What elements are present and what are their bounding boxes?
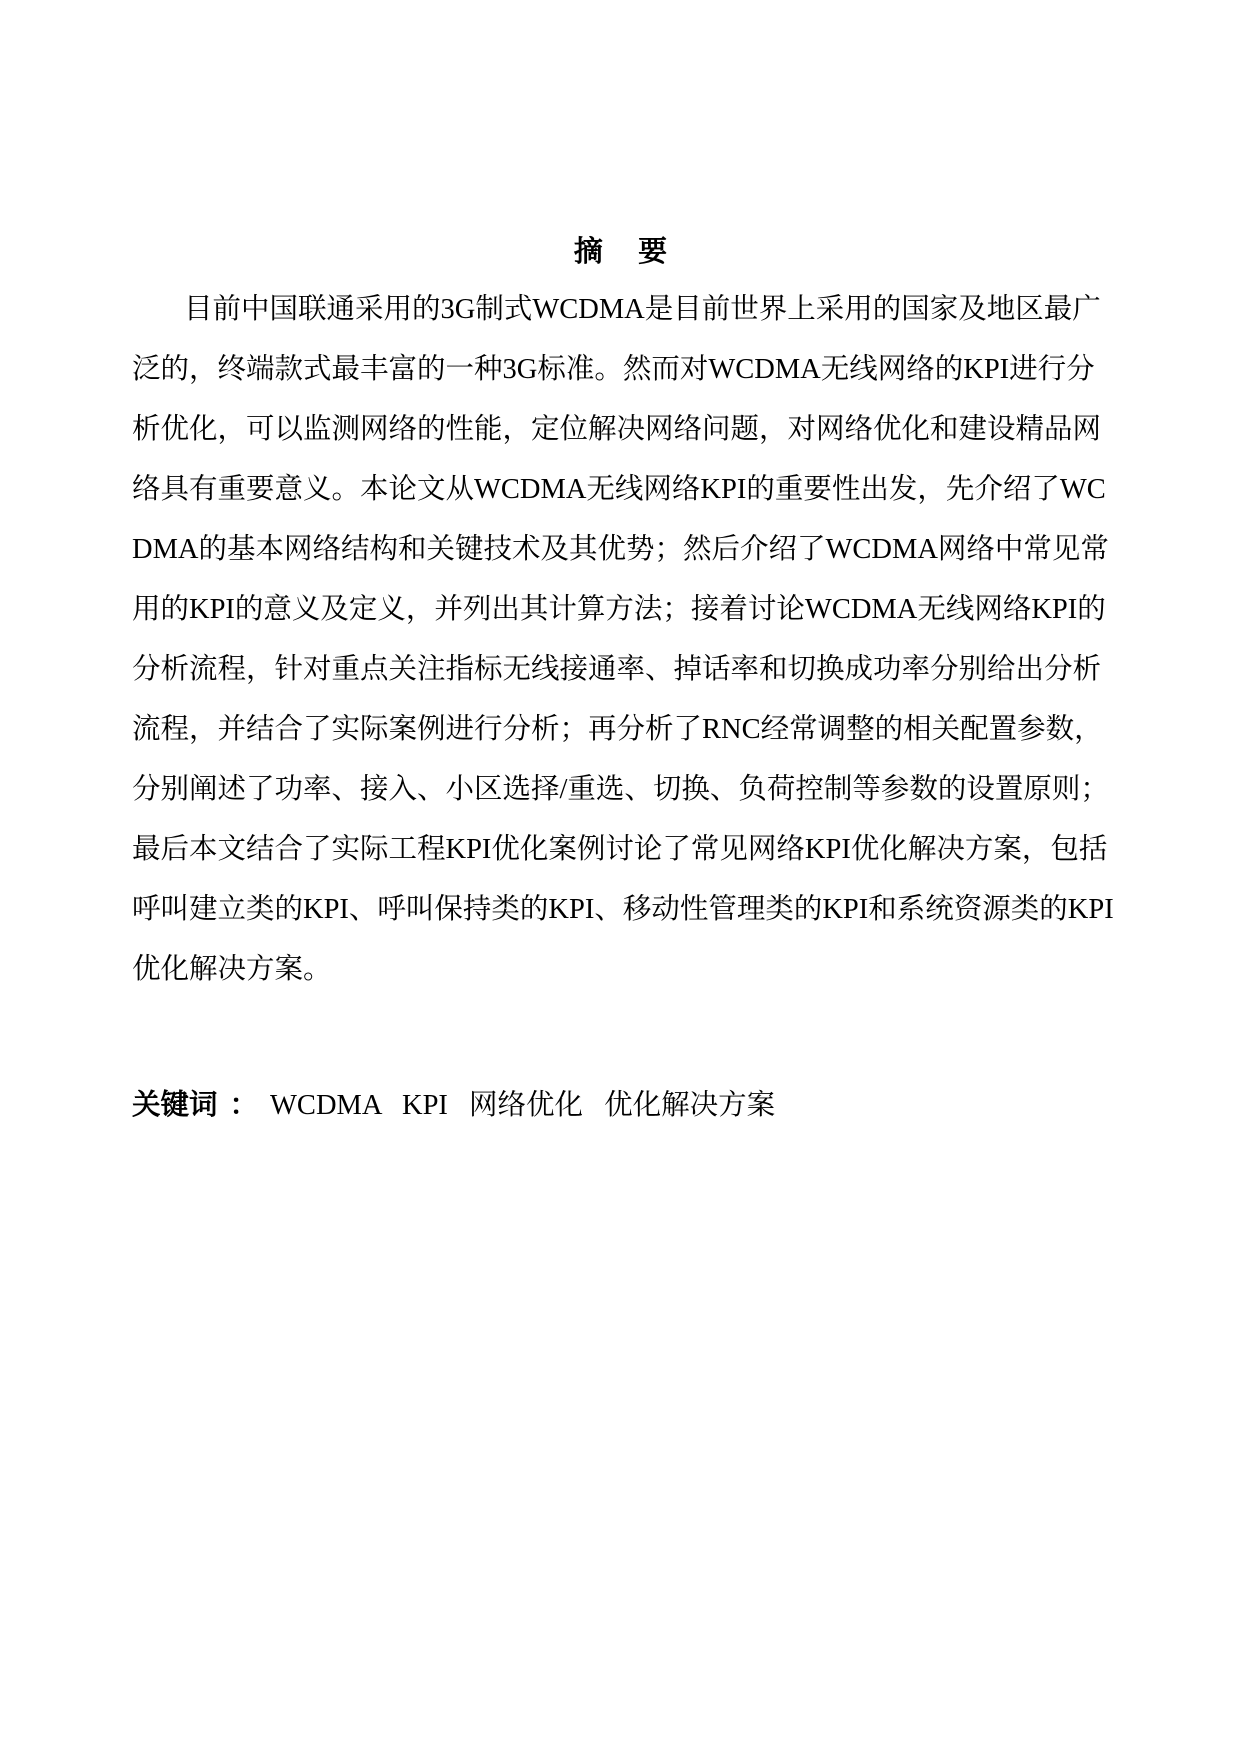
keywords-label: 关键词 — [132, 1090, 218, 1121]
abstract-line-12: 优化解决方案。 — [132, 954, 332, 985]
abstract-line-4: 络具有重要意义。本论文从WCDMA无线网络KPI的重要性出发，先介绍了WC — [132, 474, 1106, 505]
abstract-line-10: 最后本文结合了实际工程KPI优化案例讨论了常见网络KPI优化解决方案，包括 — [132, 834, 1108, 865]
abstract-line-5: DMA的基本网络结构和关键技术及其优势；然后介绍了WCDMA网络中常见常 — [132, 534, 1109, 565]
abstract-line-9: 分别阐述了功率、接入、小区选择/重选、切换、负荷控制等参数的设置原则； — [132, 774, 1109, 805]
abstract-line-7: 分析流程，针对重点关注指标无线接通率、掉话率和切换成功率分别给出分析 — [132, 654, 1102, 685]
abstract-line-2: 泛的，终端款式最丰富的一种3G标准。然而对WCDMA无线网络的KPI进行分 — [132, 354, 1095, 385]
abstract-line-3: 析优化，可以监测网络的性能，定位解决网络问题，对网络优化和建设精品网 — [132, 414, 1102, 445]
keywords-line — [132, 1086, 775, 1126]
abstract-line-8: 流程，并结合了实际案例进行分析；再分析了RNC经常调整的相关配置参数， — [132, 714, 1103, 745]
abstract-line-1: 目前中国联通采用的3G制式WCDMA是目前世界上采用的国家及地区最广 — [184, 294, 1101, 325]
keywords-value: WCDMA KPI 网络优化 优化解决方案 — [270, 1090, 776, 1121]
abstract-line-11: 呼叫建立类的KPI、呼叫保持类的KPI、移动性管理类的KPI和系统资源类的KPI — [132, 894, 1114, 925]
abstract-line-6: 用的KPI的意义及定义，并列出其计算方法；接着讨论WCDMA无线网络KPI的 — [132, 594, 1106, 625]
abstract-title: 摘 要 — [573, 236, 682, 268]
keywords-colon: ： — [229, 1090, 259, 1121]
